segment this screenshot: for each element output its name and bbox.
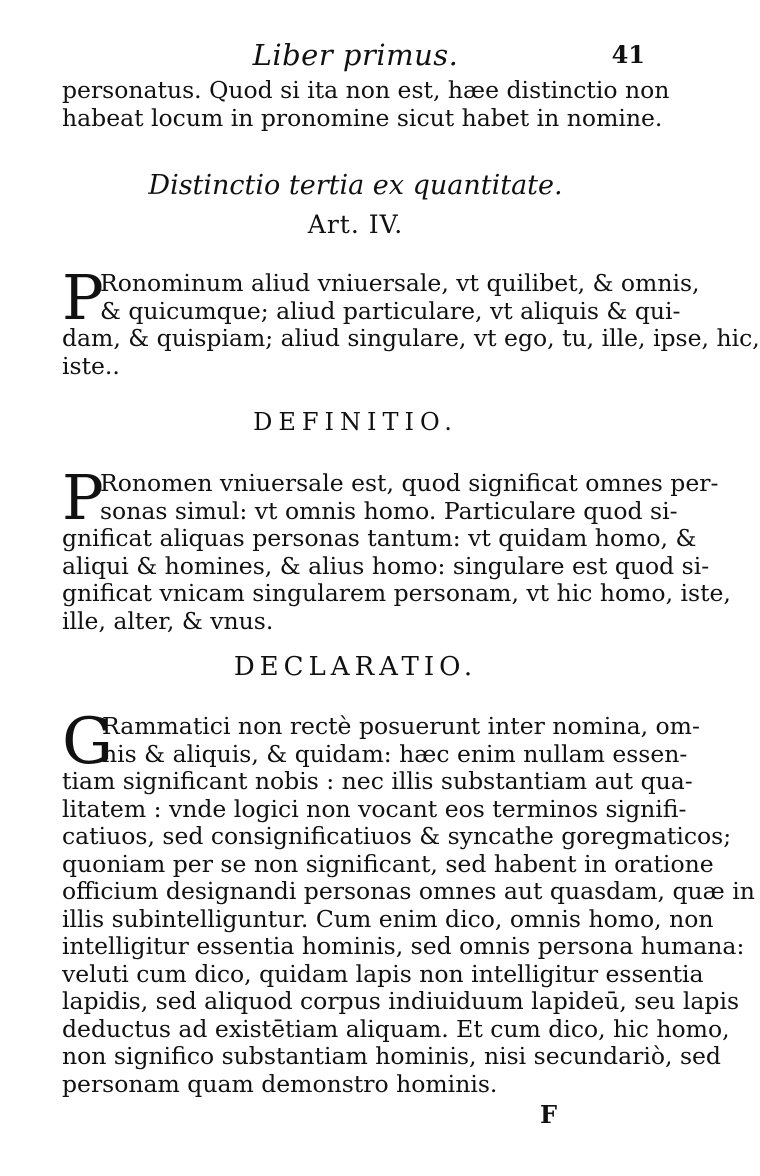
paragraph-line: catiuos, sed consignificatiuos & syncathe goregmaticos; — [62, 822, 732, 850]
paragraph-line: quoniam per se non significant, sed habent in oratione — [62, 849, 714, 878]
intro-line: habeat locum in pronomine sicut habet in nomine. — [62, 103, 663, 132]
paragraph-line: veluti cum dico, quidam lapis non intelligitur essentia — [62, 959, 704, 988]
paragraph-line: dam, & quispiam; aliud singulare, vt ego, tu, ille, ipse, hic, — [62, 324, 760, 352]
paragraph-line: Ronomen vniuersale est, quod significat omnes per- — [100, 469, 719, 497]
paragraph-line: non significo substantiam hominis, nisi secundariò, sed — [62, 1042, 721, 1070]
paragraph-line: Rammatici non rectè posuerunt inter nomina, om- — [102, 712, 700, 740]
paragraph-line: illis subintelliguntur. Cum enim dico, omnis homo, non — [62, 904, 714, 933]
drop-cap: G — [62, 705, 114, 779]
section-heading: Distinctio tertia ex quantitate. — [148, 170, 563, 201]
paragraph-line: officium designandi personas omnes aut quasdam, quæ in — [62, 877, 755, 905]
paragraph-line: ille, alter, & vnus. — [62, 606, 274, 635]
intro-text — [62, 76, 670, 132]
paragraph-line: litatem : vnde logici non vocant eos terminos signifi- — [62, 794, 687, 823]
paragraph-line: nis & aliquis, & quidam: hæc enim nullam essen- — [102, 739, 688, 768]
paragraph-line: tiam significant nobis : nec illis substantiam aut qua- — [62, 767, 693, 795]
paragraph-definitio — [62, 461, 731, 635]
drop-cap: P — [62, 261, 104, 334]
declaratio-heading: DECLARATIO. — [233, 652, 478, 682]
running-title: Liber primus. — [252, 38, 459, 72]
paragraph-line: personam quam demonstro hominis. — [62, 1069, 498, 1098]
definitio-heading: DEFINITIO. — [253, 408, 458, 436]
article-number: Art. IV. — [307, 210, 404, 239]
intro-line: personatus. Quod si ita non est, hæe distinctio non — [62, 76, 670, 104]
paragraph-line: Ronominum aliud vniuersale, vt quilibet, & omnis, — [100, 269, 700, 297]
paragraph-line: aliqui & homines, & alius homo: singulare est quod si- — [62, 551, 710, 580]
paragraph-line: lapidis, sed aliquod corpus indiuiduum lapideū, seu lapis — [62, 987, 740, 1015]
paragraph-line: deductus ad existētiam aliquam. Et cum dico, hic homo, — [62, 1014, 730, 1043]
drop-cap: P — [62, 461, 104, 534]
catchword: F — [540, 1100, 558, 1129]
paragraph-line: & quicumque; aliud particulare, vt aliquis & qui- — [100, 296, 681, 325]
page-number: 41 — [611, 40, 645, 69]
paragraph-declaratio — [62, 705, 755, 1098]
paragraph-pronominum — [62, 261, 760, 380]
paragraph-line: sonas simul: vt omnis homo. Particulare quod si- — [100, 496, 678, 525]
paragraph-line: gnificat vnicam singularem personam, vt hic homo, iste, — [62, 579, 731, 607]
paragraph-line: iste.. — [62, 351, 120, 380]
paragraph-line: gnificat aliquas personas tantum: vt quidam homo, & — [62, 524, 697, 552]
paragraph-line: intelligitur essentia hominis, sed omnis persona humana: — [62, 932, 745, 960]
